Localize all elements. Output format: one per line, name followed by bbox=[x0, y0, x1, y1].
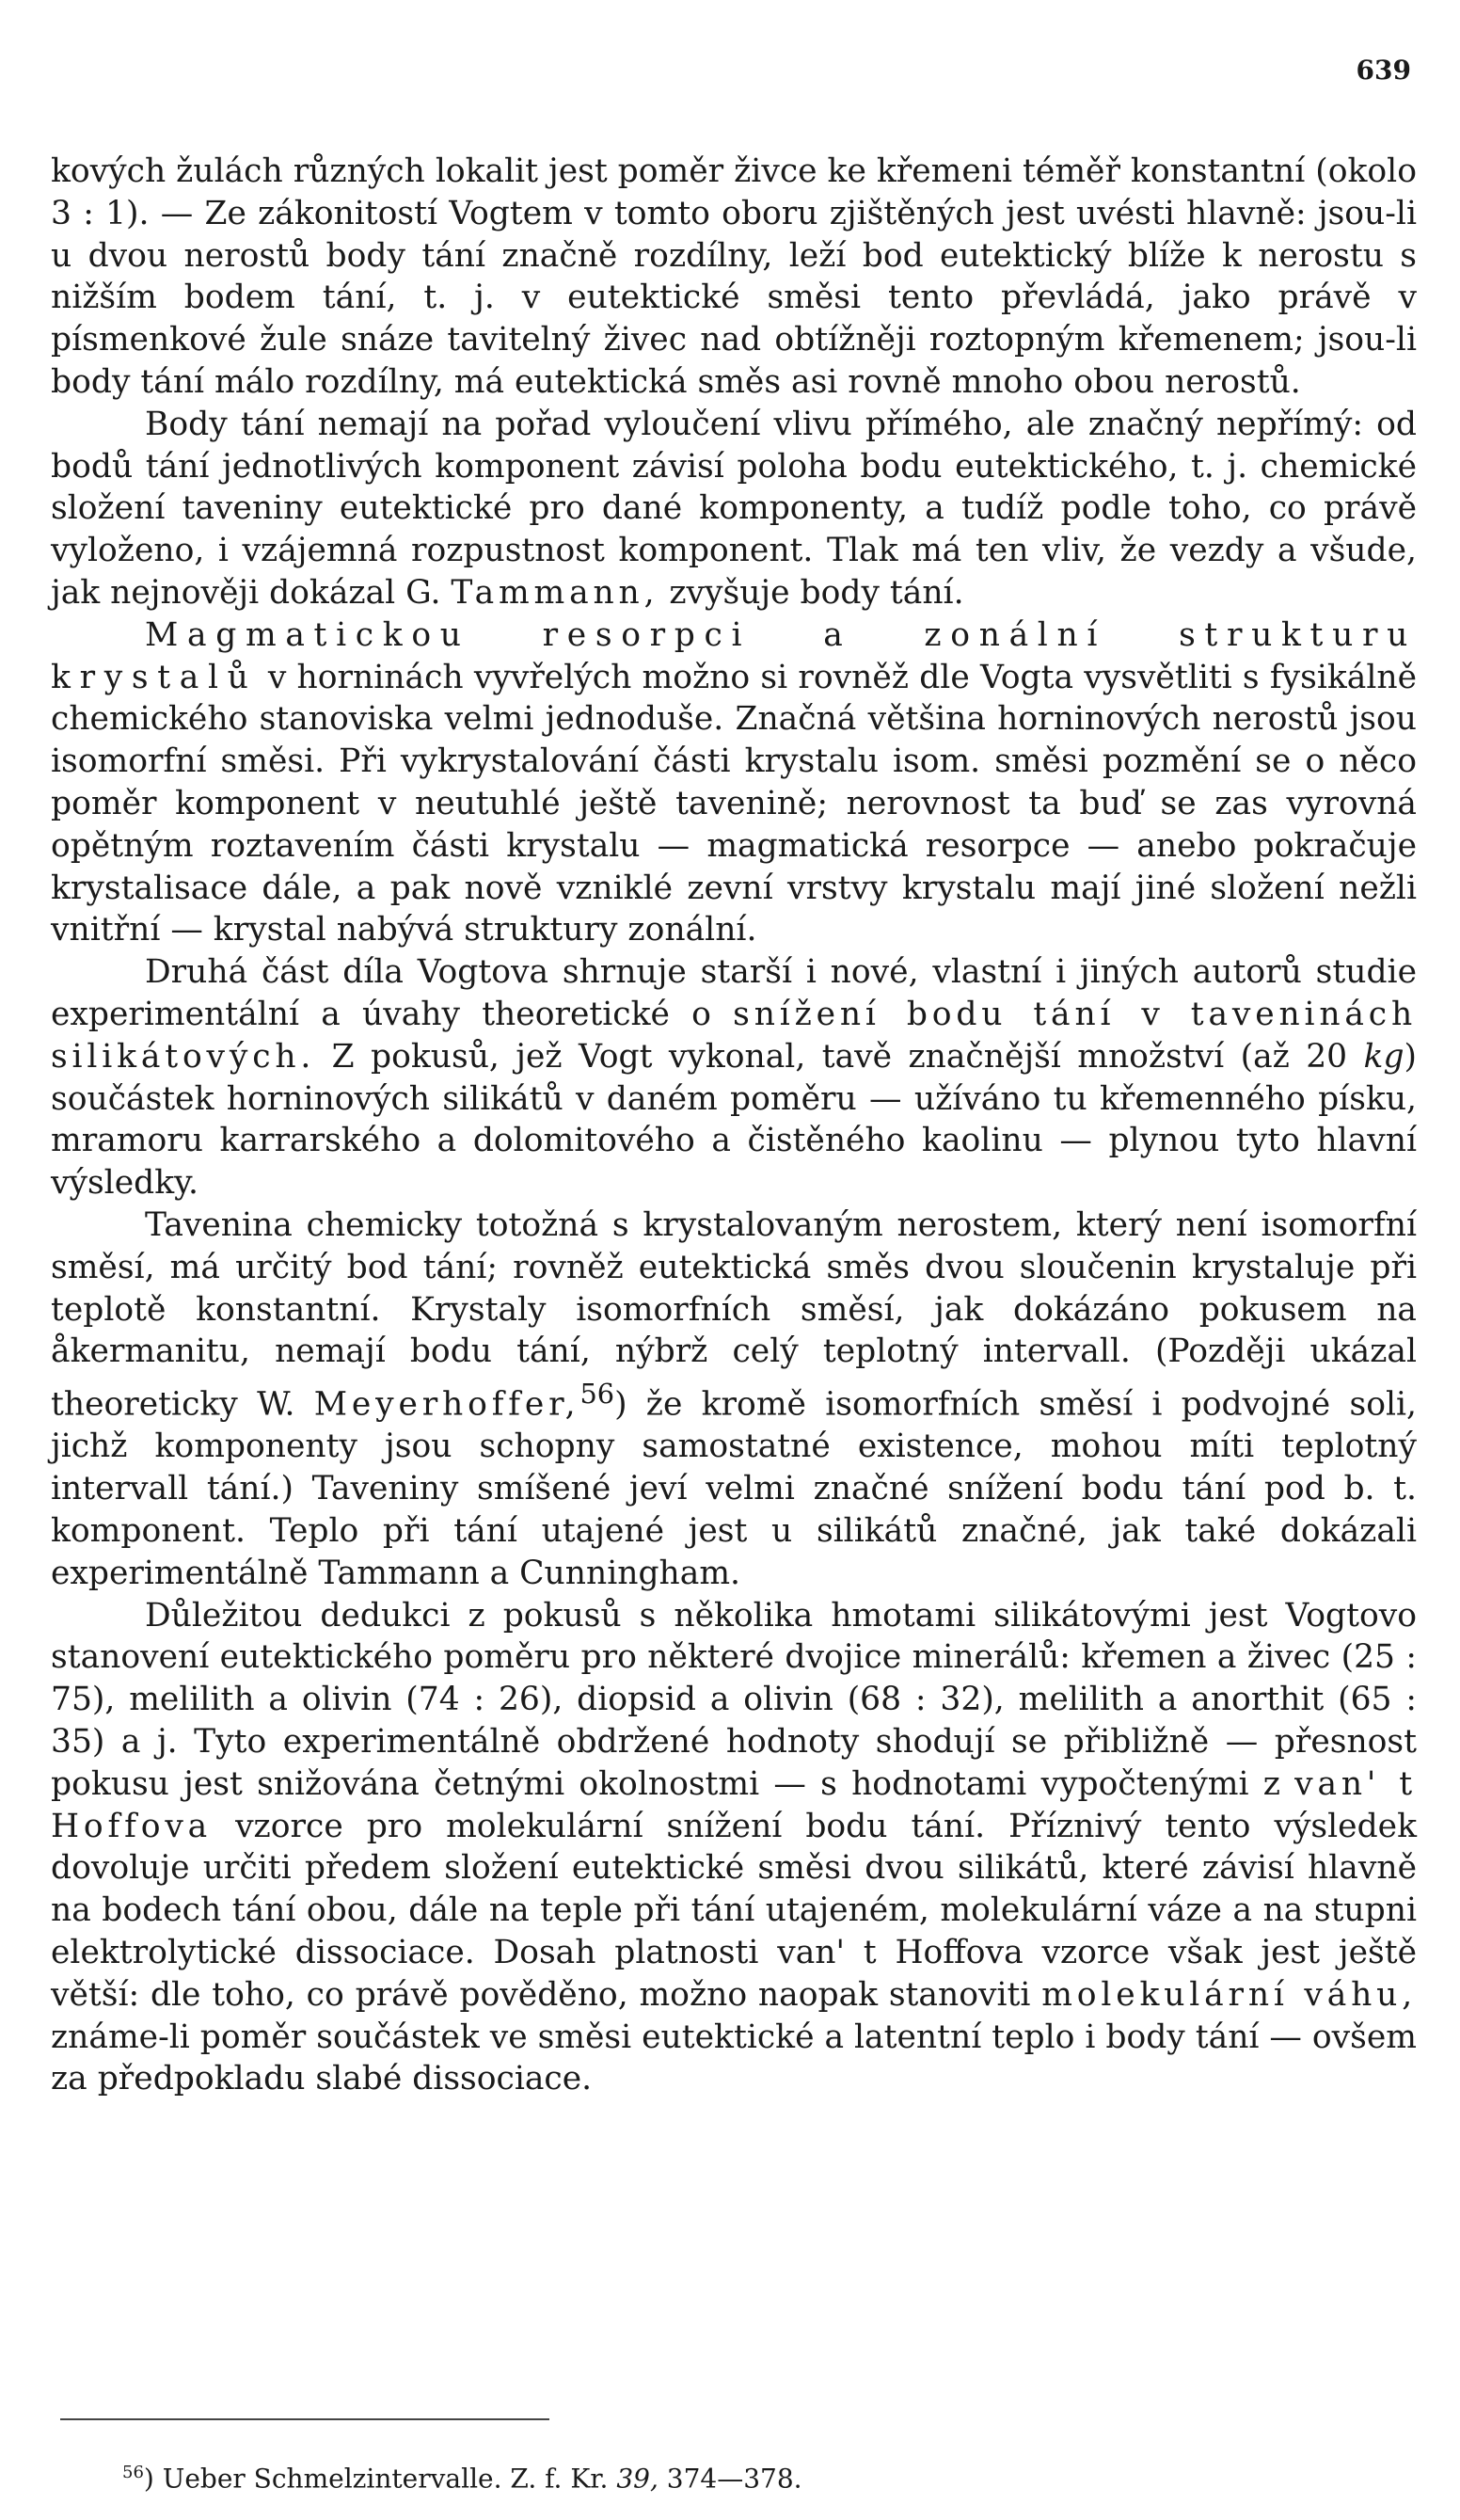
spaced-term-melting-point-depression: snížení bodu tání v taveninách silikátových. bbox=[51, 995, 1418, 1076]
paragraph-2-text-a: Body tání nemají na pořad vyloučení vlivu přímého, ale značný nepřímý: od bodů tání jednotlivých komponent závisí poloha bodu eutektického, t. j. chemické složení taveniny eutektické pro dané komponenty, a tudíž podle toho, co právě vyloženo, i vzájemná rozpustnost komponent. Tlak má ten vliv, že vezdy a všude, jak nejnověji dokázal G. bbox=[51, 405, 1417, 612]
paragraph-5-text-b: ) že kromě isomorfních směsí i podvojné soli, jichž komponenty jsou schopny samostatné existence, mohou míti teplotný intervall tání.) Taveniny smíšené jeví velmi značné snížení bodu tání pod b. t. komponent. Teplo při tání utajené jest u silikátů značné, jak také dokázali experimentálně Tammann a Cunningham. bbox=[51, 1385, 1418, 1592]
paragraph-6-text-c: známe-li poměr součástek ve směsi eutektické a latentní teplo i body tání — ovšem za předpokladu slabé dissociace. bbox=[51, 2018, 1417, 2098]
footnote-text-a: ) Ueber Schmelzintervalle. Z. f. Kr. bbox=[143, 2463, 609, 2495]
author-name-meyerhoffer: Meyerhoffer, bbox=[313, 1385, 580, 1424]
unit-kg: kg bbox=[1363, 1037, 1404, 1076]
footnote-divider bbox=[60, 2418, 549, 2420]
author-name-tammann: Tammann, bbox=[451, 573, 659, 612]
paragraph-5 bbox=[51, 1204, 1417, 1595]
footnote-marker: 56 bbox=[122, 2463, 144, 2482]
paragraph-6-text-b: vzorce pro molekulární snížení bodu tání. Příznivý tento výsledek dovoluje určiti předem složení eutektické směsi dvou silikátů, které závisí hlavně na bodech tání obou, dále na teple při tání utajeném, molekulární váze a na stupni elektrolytické dissociace. Dosah platnosti van' t Hoffova vzorce však jest ještě větší: dle toho, co právě pověděno, možno naopak stanoviti bbox=[51, 1807, 1418, 2014]
paragraph-3-text: v horninách vyvřelých možno si rovněž dle Vogta vysvětliti s fysikálně chemického stanoviska velmi jednoduše. Značná většina horninových nerostů jsou isomorfní směsi. Při vykrystalování části krystalu isom. směsi pozmění se o něco poměr komponent v neutuhlé ještě tavenině; nerovnost ta buď se zas vyrovná opětným roztavením části krystalu — magmatická resorpce — anebo pokračuje krystalisace dále, a pak nově vzniklé zevní vrstvy krystalu mají jiné složení nežli vnitřní — krystal nabývá struktury zonální. bbox=[51, 658, 1418, 949]
paragraph-4-text-c: ) součástek horninových silikátů v daném poměru — užíváno tu křemenného písku, mramoru karrarského a dolomitového a čistěného kaolinu — plynou tyto hlavní výsledky. bbox=[51, 1037, 1418, 1203]
author-name-van-t-hoff: van' t Hoffova bbox=[51, 1764, 1418, 1845]
spaced-term-molecular-weight: molekulární váhu, bbox=[1041, 1975, 1418, 2014]
paragraph-6 bbox=[51, 1595, 1417, 2101]
paragraph-1: kových žulách různých lokalit jest poměr živce ke křemeni téměř konstantní (okolo 3 : 1). — Ze zákonitostí Vogtem v tomto oboru zjištěných jest uvésti hlavně: jsou-li u dvou nerostů body tání značně rozdílny, leží bod eutektický blíže k nerostu s nižším bodem tání, t. j. v eutektické směsi tento převládá, jako právě v písmenkové žule snáze tavitelný živec nad obtížněji roztopným křemenem; jsou-li body tání málo rozdílny, má eutektická směs asi rovně mnoho obou nerostů. bbox=[51, 152, 1417, 401]
paragraph-2 bbox=[51, 404, 1417, 614]
paragraph-4 bbox=[51, 951, 1417, 1204]
footnote-reference: 56 bbox=[579, 1378, 615, 1411]
paragraph-6-text-a: Důležitou dedukci z pokusů s několika hmotami silikátovými jest Vogtovo stanovení eutektického poměru pro některé dvojice minerálů: křemen a živec (25 : 75), melilith a olivin (74 : 26), diopsid a olivin (68 : 32), melilith a anorthit (65 : 35) a j. Tyto experimentálně obdržené hodnoty shodují se přibližně — přesnost pokusu jest snižována četnými okolnostmi — s hodnotami vypočtenými z bbox=[51, 1596, 1417, 1803]
body-text bbox=[51, 151, 1417, 2100]
paragraph-5-text-a: Tavenina chemicky totožná s krystalovaným nerostem, který není isomorfní směsí, má určitý bod tání; rovněž eutektická směs dvou sloučenin krystaluje při teplotě konstantní. Krystaly isomorfních směsí, jak dokázáno pokusem na åkermanitu, nemají bodu tání, nýbrž celý teplotný intervall. (Později ukázal theoreticky W. bbox=[51, 1205, 1417, 1424]
page-number: 639 bbox=[1356, 55, 1411, 86]
paragraph-3 bbox=[51, 614, 1417, 951]
footnote-volume: 39, bbox=[616, 2463, 659, 2495]
paragraph-2-text-b: zvyšuje body tání. bbox=[669, 573, 964, 612]
paragraph-4-text-b: Z pokusů, jež Vogt vykonal, tavě značnější množství (až 20 bbox=[331, 1037, 1348, 1076]
footnote-text-b: 374—378. bbox=[666, 2463, 802, 2495]
spaced-heading-magmatic-resorption: Magmatickou resorpci a zonální strukturu krystalů bbox=[51, 615, 1417, 696]
paragraph-4-text-a: Druhá část díla Vogtova shrnuje starší i nové, vlastní i jiných autorů studie experimentální a úvahy theoretické o bbox=[51, 953, 1417, 1033]
footnote bbox=[122, 2456, 802, 2496]
